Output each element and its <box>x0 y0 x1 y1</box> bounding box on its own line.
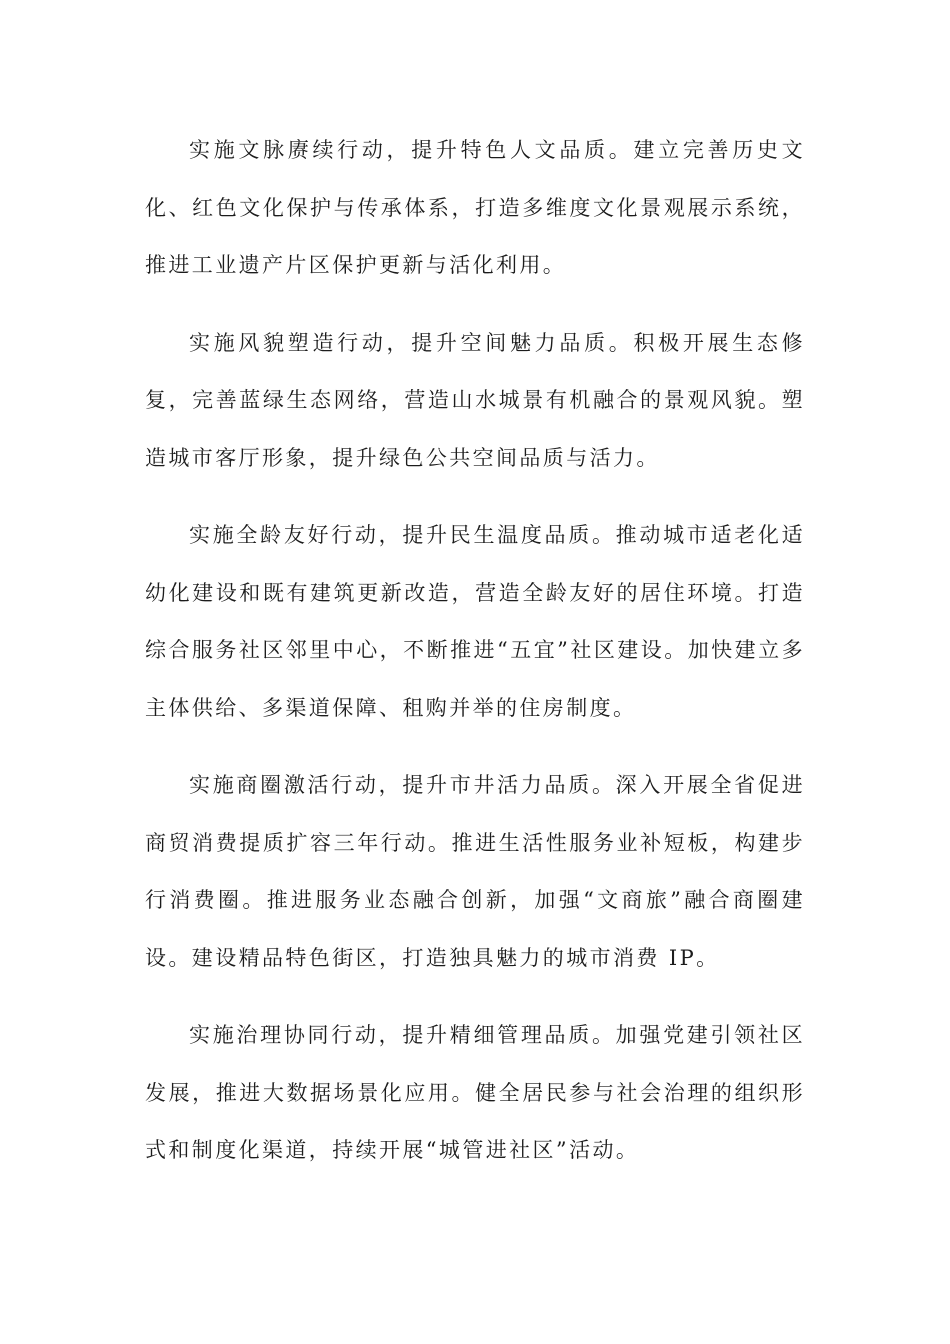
paragraph-commercial-district: 实施商圈激活行动，提升市井活力品质。深入开展全省促进商贸消费提质扩容三年行动。推进生活性服务业补短板，构建步行消费圈。推进服务业态融合创新，加强“文商旅”融合商圈建设。建设精品特色街区，打造独具魅力的城市消费 IP。 <box>145 773 805 970</box>
paragraph-all-age-friendly: 实施全龄友好行动，提升民生温度品质。推动城市适老化适幼化建设和既有建筑更新改造，营造全龄友好的居住环境。打造综合服务社区邻里中心，不断推进“五宜”社区建设。加快建立多主体供给、多渠道保障、租购并举的住房制度。 <box>145 523 805 720</box>
paragraph-landscape-shaping: 实施风貌塑造行动，提升空间魅力品质。积极开展生态修复，完善蓝绿生态网络，营造山水城景有机融合的景观风貌。塑造城市客厅形象，提升绿色公共空间品质与活力。 <box>145 330 805 470</box>
paragraph-governance: 实施治理协同行动，提升精细管理品质。加强党建引领社区发展，推进大数据场景化应用。健全居民参与社会治理的组织形式和制度化渠道，持续开展“城管进社区”活动。 <box>145 1023 805 1162</box>
document-body <box>145 122 805 1200</box>
paragraph-cultural-heritage: 实施文脉赓续行动，提升特色人文品质。建立完善历史文化、红色文化保护与传承体系，打造多维度文化景观展示系统，推进工业遗产片区保护更新与活化利用。 <box>145 138 805 277</box>
